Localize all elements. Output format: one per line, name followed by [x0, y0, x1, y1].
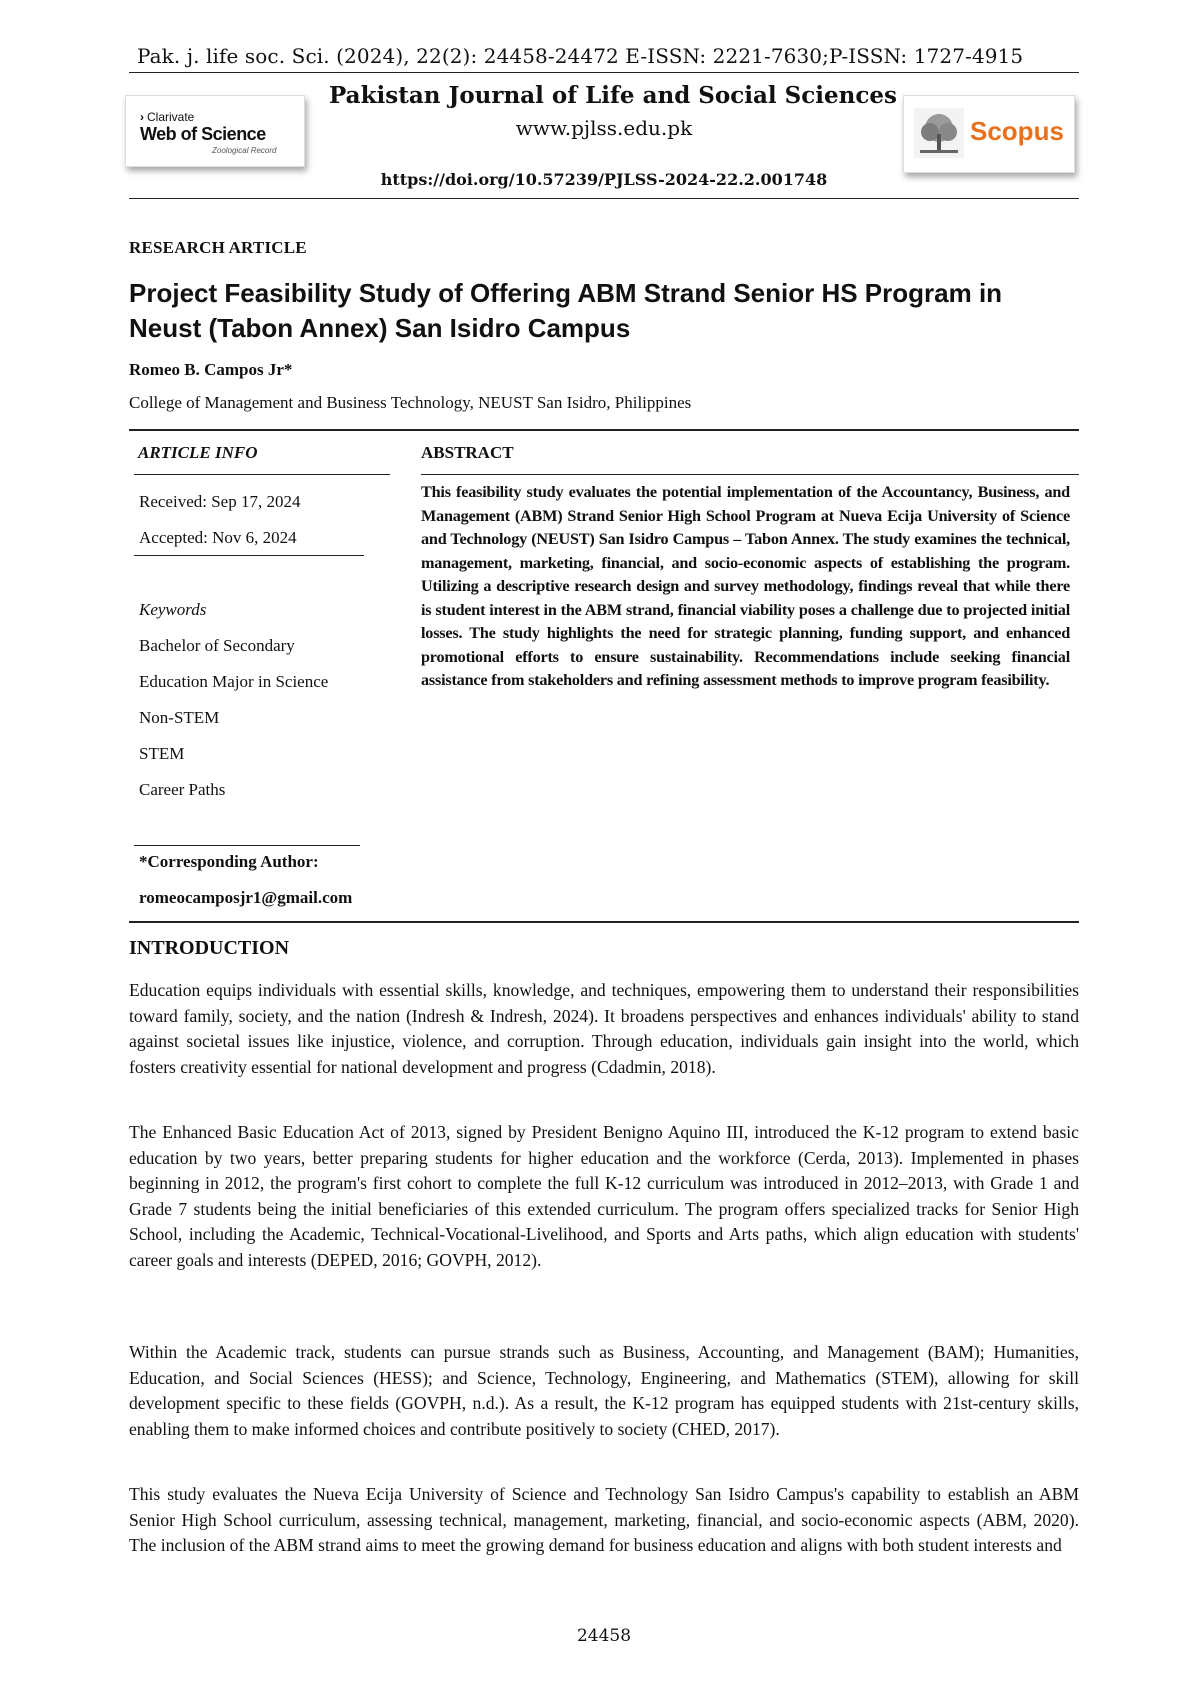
page-number: 24458	[576, 1626, 632, 1646]
header-rule	[129, 72, 1079, 73]
author-affiliation: College of Management and Business Technology, NEUST San Isidro, Philippines	[129, 393, 692, 412]
chevron-right-icon: ›	[140, 110, 144, 124]
keyword-item: Career Paths	[139, 780, 226, 799]
corresponding-email[interactable]: romeocamposjr1@gmail.com	[139, 888, 353, 907]
running-head: Pak. j. life soc. Sci. (2024), 22(2): 24458-24472 E-ISSN: 2221-7630;P-ISSN: 1727-4915	[137, 44, 1024, 68]
article-type: RESEARCH ARTICLE	[129, 238, 307, 257]
journal-name: Pakistan Journal of Life and Social Sciences	[329, 82, 897, 109]
info-top-rule	[129, 429, 1079, 431]
web-of-science-logo: › Clarivate Web of Science Zoological Record	[125, 95, 305, 167]
keywords-label: Keywords	[139, 600, 207, 619]
keyword-item: Non-STEM	[139, 708, 220, 727]
intro-paragraph: Within the Academic track, students can pursue strands such as Business, Accounting, and Management (BAM); Humanities, Education, and Social Sciences (HESS); and Science, Technology, Engineering, and Mathematics (STEM), allowing for skill development specific to these fields (GOVPH, n.d.). As a result, the K-12 program has equipped students with 21st-century skills, enabling them to make informed choices and contribute positively to society (CHED, 2017).	[129, 1342, 1079, 1439]
keyword-item: STEM	[139, 744, 185, 763]
accepted-date: Accepted: Nov 6, 2024	[139, 528, 297, 547]
corresponding-rule	[134, 845, 360, 846]
received-date: Received: Sep 17, 2024	[139, 492, 301, 511]
author-name: Romeo B. Campos Jr*	[129, 360, 293, 379]
info-bottom-rule	[129, 921, 1079, 923]
dates-rule	[134, 555, 364, 556]
introduction-heading: INTRODUCTION	[129, 937, 290, 959]
elsevier-tree-icon	[914, 108, 964, 158]
keyword-item: Bachelor of Secondary	[139, 636, 295, 655]
keyword-item: Education Major in Science	[139, 672, 329, 691]
article-info-heading: ARTICLE INFO	[138, 443, 258, 462]
intro-paragraph: Education equips individuals with essential skills, knowledge, and techniques, empowering them to understand their responsibilities toward family, society, and the nation (Indresh & Indresh, 2024). It broadens perspectives and enhances individuals' ability to stand against societal issues like injustice, violence, and corruption. Through education, individuals gain insight into the world, which fosters creativity essential for national development and progress (Cdadmin, 2018).	[129, 980, 1079, 1077]
journal-url[interactable]: www.pjlss.edu.pk	[515, 116, 693, 140]
info-heading-rule	[134, 474, 390, 475]
abstract-text: This feasibility study evaluates the potential implementation of the Accountancy, Business, and Management (ABM) Strand Senior High School Program at Nueva Ecija University of Science and Technology (NEUST) San Isidro Campus – Tabon Annex. The study examines the technical, management, marketing, financial, and socio-economic aspects of establishing the program. Utilizing a descriptive research design and survey methodology, findings reveal that while there is student interest in the ABM strand, financial viability poses a challenge due to projected initial losses. The study highlights the need for strategic planning, funding support, and enhanced promotional efforts to ensure sustainability. Recommendations include seeking financial assistance from stakeholders and refining assessment methods to improve program feasibility.	[421, 483, 1070, 689]
doi-rule	[129, 198, 1079, 199]
doi-link[interactable]: https://doi.org/10.57239/PJLSS-2024-22.2.001748	[380, 170, 828, 189]
abstract-heading: ABSTRACT	[421, 443, 514, 462]
intro-paragraph: The Enhanced Basic Education Act of 2013, signed by President Benigno Aquino III, introduced the K-12 program to extend basic education by two years, better preparing students for higher education and the workforce (Cerda, 2013). Implemented in phases beginning in 2012, the program's first cohort to complete the full K-12 curriculum was introduced in 2012–2013, with Grade 1 and Grade 7 students being the initial beneficiaries of this extended curriculum. The program offers specialized tracks for Senior High School, including the Academic, Technical-Vocational-Livelihood, and Sports and Arts paths, which align education with students' career goals and interests (DEPED, 2016; GOVPH, 2012).	[129, 1122, 1079, 1270]
paper-page	[129, 0, 1079, 1696]
intro-paragraph: This study evaluates the Nueva Ecija University of Science and Technology San Isidro Campus's capability to establish an ABM Senior High School curriculum, assessing technical, management, marketing, financial, and socio-economic aspects (ABM, 2020). The inclusion of the ABM strand aims to meet the growing demand for business education and aligns with both student interests and	[129, 1484, 1079, 1556]
scopus-logo: Scopus	[903, 95, 1075, 173]
abstract-heading-rule	[421, 474, 1079, 475]
corresponding-author-label: *Corresponding Author:	[139, 852, 319, 871]
article-title: Project Feasibility Study of Offering ABM Strand Senior HS Program in Neust (Tabon Annex) San Isidro Campus	[129, 278, 1003, 343]
